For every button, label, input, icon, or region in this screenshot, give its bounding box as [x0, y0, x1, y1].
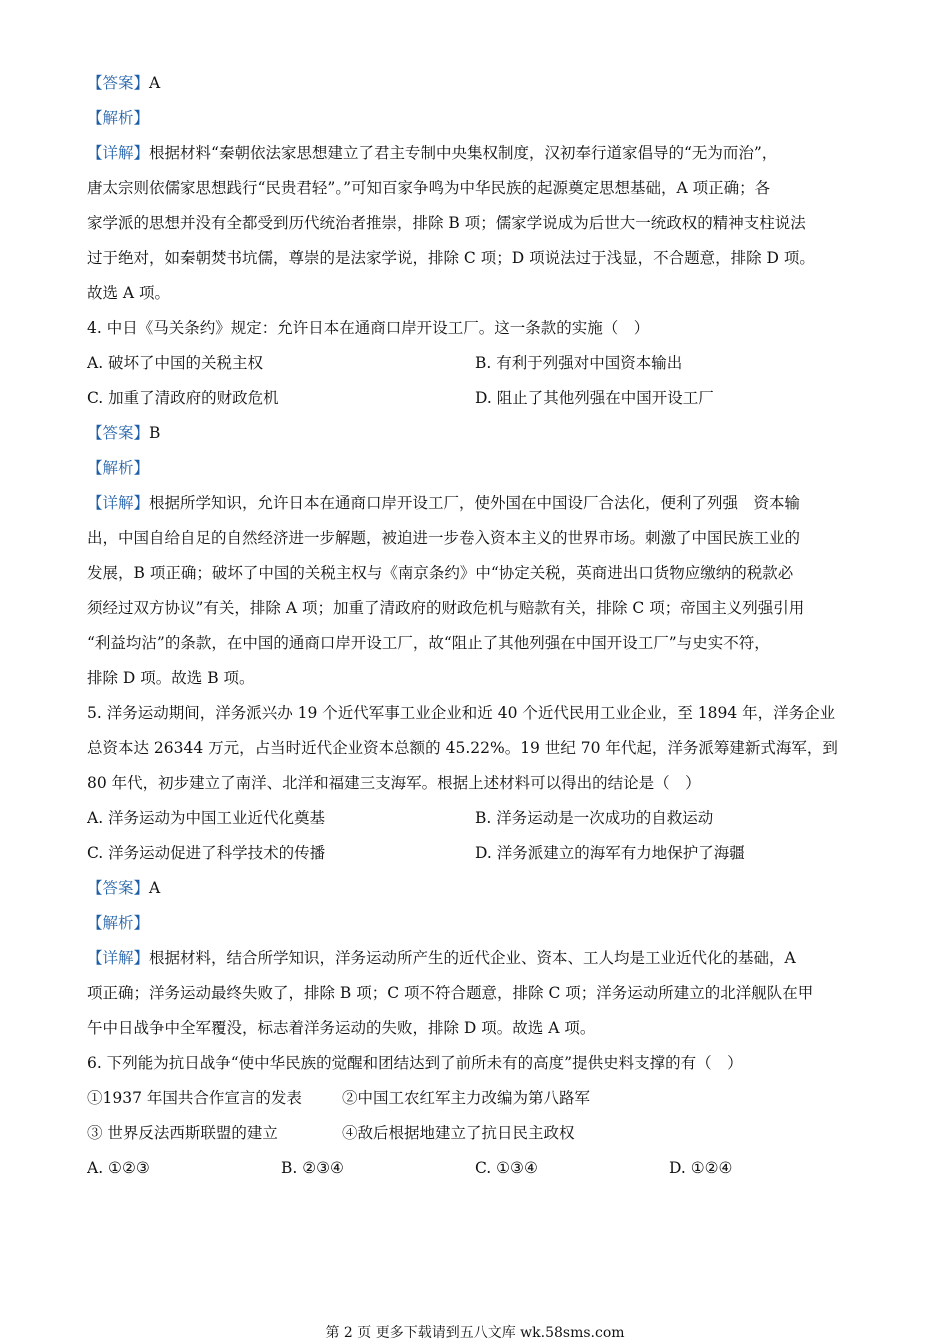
option-b: B. 有利于列强对中国资本输出 [475, 354, 683, 372]
q5-options [87, 807, 867, 877]
detail-line: 唐太宗则依儒家思想践行“民贵君轻”。”可知百家争鸣为中华民族的起源奠定思想基础，A 项正确；各 [87, 179, 771, 197]
analysis-tag: 【解析】 [87, 914, 150, 932]
q6-statements-row-1 [87, 1087, 867, 1109]
detail-line: 根据所学知识，允许日本在通商口岸开设工厂，使外国在中国设厂合法化，便利了列强 资本输 [149, 494, 801, 512]
detail-line: 根据材料“秦朝依法家思想建立了君主专制中央集权制度，汉初奉行道家倡导的“无为而治”， [149, 144, 778, 162]
q4-analysis [87, 457, 867, 479]
q6-options [87, 1157, 867, 1179]
q6-statements-row-2 [87, 1122, 867, 1144]
detail-line: 家学派的思想并没有全都受到历代统治者推崇，排除 B 项；儒家学说成为后世大一统政权的精神支柱说法 [87, 214, 806, 232]
question-stem-line: 80 年代，初步建立了南洋、北洋和福建三支海军。根据上述材料可以得出的结论是（ ） [87, 774, 701, 792]
detail-line: 故选 A 项。 [87, 284, 171, 302]
q3-analysis [87, 107, 867, 129]
q5-detail [87, 947, 867, 1039]
option-c: C. ①③④ [475, 1159, 538, 1177]
answer-tag: 【答案】 [87, 424, 150, 442]
q5-answer [87, 877, 867, 899]
q5-analysis [87, 912, 867, 934]
statement-2: ②中国工农红军主力改编为第八路军 [342, 1089, 591, 1107]
option-d: D. 洋务派建立的海军有力地保护了海疆 [475, 844, 745, 862]
answer-value: A [149, 74, 161, 92]
analysis-tag: 【解析】 [87, 459, 150, 477]
option-c: C. 洋务运动促进了科学技术的传播 [87, 844, 326, 862]
q4-stem [87, 317, 867, 339]
question-stem-line: 5. 洋务运动期间，洋务派兴办 19 个近代军事工业企业和近 40 个近代民用工业企业，至 1894 年，洋务企业 [87, 704, 836, 722]
detail-line: “利益均沾”的条款，在中国的通商口岸开设工厂，故“阻止了其他列强在中国开设工厂”与史实不符， [87, 634, 770, 652]
detail-line: 排除 D 项。故选 B 项。 [87, 669, 255, 687]
question-stem-line: 总资本达 26344 万元，占当时近代企业资本总额的 45.22%。19 世纪 70 年代起，洋务派筹建新式海军，到 [87, 739, 838, 757]
answer-value: A [149, 879, 161, 897]
statement-1: ①1937 年国共合作宣言的发表 [87, 1089, 302, 1107]
detail-tag: 【详解】 [87, 494, 150, 512]
page-footer: 第 2 页 更多下载请到五八文库 wk.58sms.com [325, 1325, 625, 1341]
option-c: C. 加重了清政府的财政危机 [87, 389, 279, 407]
option-d: D. ①②④ [669, 1159, 733, 1177]
option-a: A. ①②③ [87, 1159, 150, 1177]
detail-tag: 【详解】 [87, 144, 150, 162]
detail-line: 须经过双方协议”有关，排除 A 项；加重了清政府的财政危机与赔款有关，排除 C 项；帝国主义列强引用 [87, 599, 805, 617]
question-stem: 4. 中日《马关条约》规定：允许日本在通商口岸开设工厂。这一条款的实施（ ） [87, 319, 650, 337]
option-b: B. ②③④ [281, 1159, 344, 1177]
analysis-tag: 【解析】 [87, 109, 150, 127]
option-a: A. 破坏了中国的关税主权 [87, 354, 264, 372]
question-stem: 6. 下列能为抗日战争“使中华民族的觉醒和团结达到了前所未有的高度”提供史料支撑的有（ ） [87, 1054, 743, 1072]
q5-stem [87, 702, 867, 794]
q4-answer [87, 422, 867, 444]
detail-tag: 【详解】 [87, 949, 150, 967]
detail-line: 过于绝对，如秦朝焚书坑儒，尊崇的是法家学说，排除 C 项；D 项说法过于浅显，不合题意，排除 D 项。 [87, 249, 815, 267]
statement-3: ③ 世界反法西斯联盟的建立 [87, 1124, 278, 1142]
detail-line: 根据材料，结合所学知识，洋务运动所产生的近代企业、资本、工人均是工业近代化的基础，A [149, 949, 796, 967]
q4-detail [87, 492, 867, 689]
detail-line: 项正确；洋务运动最终失败了，排除 B 项；C 项不符合题意，排除 C 项；洋务运动所建立的北洋舰队在甲 [87, 984, 814, 1002]
q3-answer [87, 72, 867, 94]
detail-line: 发展，B 项正确；破坏了中国的关税主权与《南京条约》中“协定关税，英商进出口货物应缴纳的税款必 [87, 564, 794, 582]
q3-detail [87, 142, 867, 304]
document-page [87, 72, 867, 1179]
statement-4: ④敌后根据地建立了抗日民主政权 [342, 1124, 575, 1142]
option-d: D. 阻止了其他列强在中国开设工厂 [475, 389, 714, 407]
detail-line: 出，中国自给自足的自然经济进一步解题，被迫进一步卷入资本主义的世界市场。刺激了中国民族工业的 [87, 529, 801, 547]
answer-tag: 【答案】 [87, 879, 150, 897]
answer-tag: 【答案】 [87, 74, 150, 92]
q6-stem [87, 1052, 867, 1074]
option-a: A. 洋务运动为中国工业近代化奠基 [87, 809, 326, 827]
answer-value: B [149, 424, 161, 442]
q4-options [87, 352, 867, 422]
option-b: B. 洋务运动是一次成功的自救运动 [475, 809, 714, 827]
detail-line: 午中日战争中全军覆没，标志着洋务运动的失败，排除 D 项。故选 A 项。 [87, 1019, 596, 1037]
